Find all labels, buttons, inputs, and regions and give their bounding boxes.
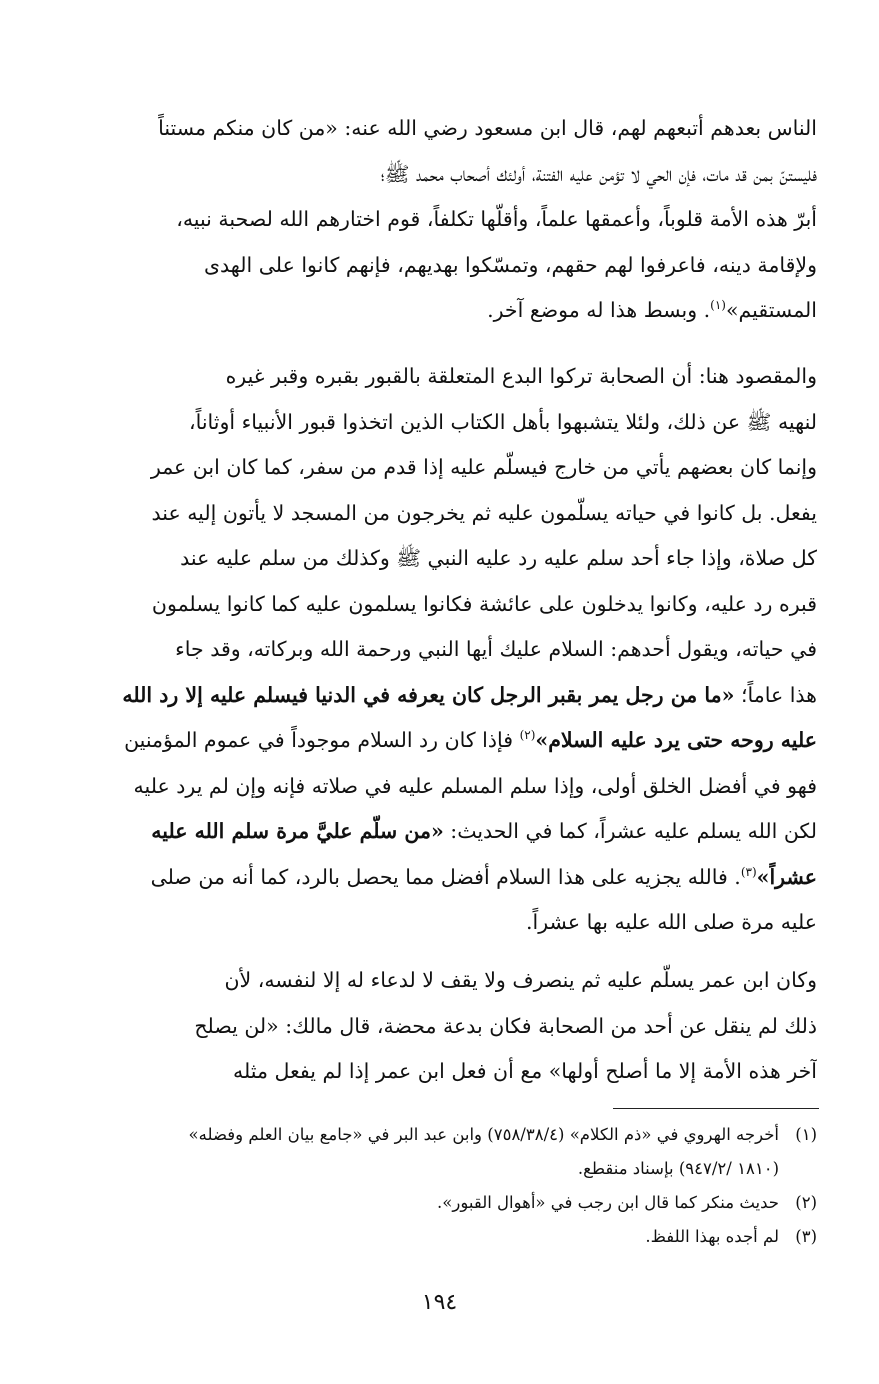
text-line (36, 673, 817, 719)
text-run: فإذا كان رد السلام موجوداً في عموم المؤمنين (124, 728, 520, 752)
text-line (36, 809, 817, 855)
text-line: أبرّ هذه الأمة قلوباً، وأعمقها علماً، وأقلّها تكلفاً، قوم اختارهم الله لصحبة نبيه، (176, 207, 817, 231)
text-run: المستقيم» (725, 298, 817, 322)
text-line: الناس بعدهم أتبعهم لهم، قال ابن مسعود رضي الله عنه: «من كان منكم مستناً (158, 116, 817, 140)
text-line: عليه مرة صلى الله عليه بها عشراً. (526, 910, 817, 934)
text-line: وكان ابن عمر يسلّم عليه ثم ينصرف ولا يقف لا لدعاء له إلا لنفسه، لأن (224, 968, 817, 992)
page-number: ١٩٤ (421, 1290, 458, 1315)
text-line: ذلك لم ينقل عن أحد من الصحابة فكان بدعة محضة، قال مالك: «لن يصلح (194, 1013, 817, 1038)
text-line: لنهيه ﷺ عن ذلك، ولئلا يتشبهوا بأهل الكتاب الذين اتخذوا قبور الأنبياء أوثاناً، (188, 409, 817, 434)
text-line: فليستنّ بمن قد مات، فإن الحي لا تؤمن عليه الفتنة، أولئك أصحاب محمد ﷺ؛ (380, 161, 817, 186)
text-line: ولإقامة دينه، فاعرفوا لهم حقهم، وتمسّكوا بهديهم، فإنهم كانوا على الهدى (204, 252, 817, 277)
text-run: هذا عاماً؛ (734, 682, 817, 707)
footnotes (36, 1118, 817, 1254)
text-line (36, 855, 817, 901)
text-line: آخر هذه الأمة إلا ما أصلح أولها» مع أن فعل ابن عمر إذا لم يفعل مثله (232, 1059, 817, 1083)
text-line: وإنما كان بعضهم يأتي من خارج فيسلّم عليه إذا قدم من سفر، كما كان ابن عمر (150, 455, 817, 479)
text-run: . فالله يجزيه على هذا السلام أفضل مما يحصل بالرد، كما أنه من صلى (150, 864, 741, 889)
footnote-number: (١) (795, 1125, 817, 1144)
paragraph-ibn-masud-quote (36, 106, 817, 334)
hadith-quote: عليه روحه حتى يرد عليه السلام» (535, 728, 817, 752)
text-line: كل صلاة، وإذا جاء أحد سلم عليه رد عليه النبي ﷺ وكذلك من سلم عليه عند (180, 546, 817, 570)
footnote-text: لم أجده بهذا اللفظ. (645, 1227, 779, 1246)
hadith-quote: «من سلّم عليَّ مرة سلم الله عليه (151, 819, 444, 843)
text-line (36, 718, 817, 764)
hadith-quote: عشراً» (756, 864, 817, 889)
text-line: قبره رد عليه، وكانوا يدخلون على عائشة فكانوا يسلمون عليه كما كانوا يسلمون (151, 591, 817, 616)
footnote-text: حديث منكر كما قال ابن رجب في «أهوال القبور». (437, 1193, 779, 1212)
footnote-1 (36, 1118, 817, 1152)
footnote-1-continuation: (١٨١٠ /٩٤٧/٢) بإسناد منقطع. (577, 1159, 779, 1178)
footnote-ref-2[interactable]: (٢) (519, 728, 536, 743)
footnote-ref-1[interactable]: (١) (710, 298, 726, 313)
text-line: فهو في أفضل الخلق أولى، وإذا سلم المسلم عليه في صلاته فإنه وإن لم يرد عليه (133, 773, 817, 798)
footnote-text: أخرجه الهروي في «ذم الكلام» (٧٥٨/٣٨/٤) وابن عبد البر في «جامع بيان العلم وفضله» (188, 1125, 779, 1144)
footnote-3 (36, 1220, 817, 1254)
footnote-2 (36, 1186, 817, 1220)
footnote-number: (٢) (795, 1193, 817, 1212)
paragraph-companions-graves (36, 354, 817, 946)
hadith-quote: «ما من رجل يمر بقبر الرجل كان يعرفه في الدنيا فيسلم عليه إلا رد الله (122, 682, 735, 707)
text-line: والمقصود هنا: أن الصحابة تركوا البدع المتعلقة بالقبور بقبره وقبر غيره (225, 364, 817, 388)
footnote-number: (٣) (795, 1227, 817, 1246)
text-line (36, 288, 817, 334)
paragraph-ibn-umar (36, 958, 817, 1095)
text-run: لكن الله يسلم عليه عشراً، كما في الحديث: (443, 819, 817, 843)
text-line: يفعل. بل كانوا في حياته يسلّمون عليه ثم يخرجون من المسجد لا يأتون إليه عند (151, 500, 817, 525)
text-line: في حياته، ويقول أحدهم: السلام عليك أيها النبي ورحمة الله وبركاته، وقد جاء (175, 637, 817, 661)
text-run: . وبسط هذا له موضع آخر. (487, 298, 711, 322)
footnote-separator (613, 1108, 819, 1109)
footnote-ref-3[interactable]: (٣) (740, 864, 757, 879)
